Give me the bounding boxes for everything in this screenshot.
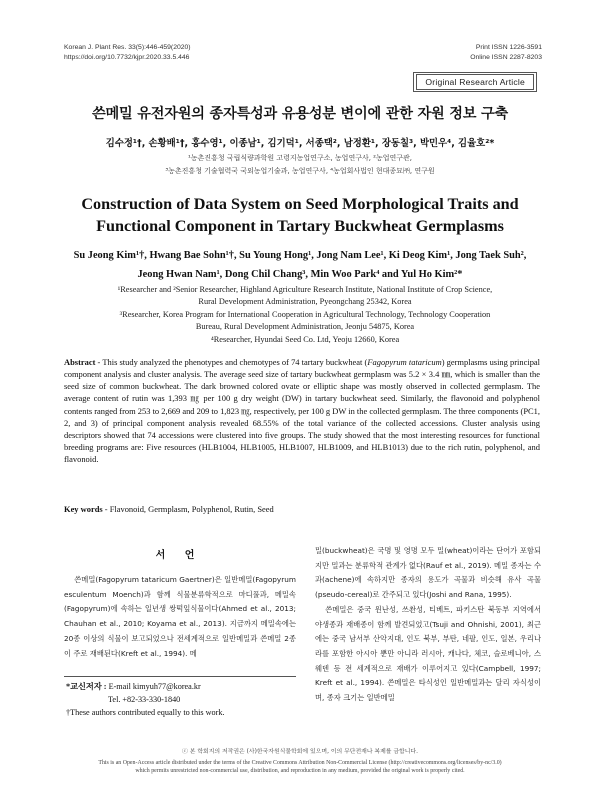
license-line-2: which permits unrestricted non-commercial use, distribution, and reproduction in any medium, provided the original work is properly cited.	[135, 768, 465, 775]
authors-korean: 김수정¹†, 손황배¹†, 홍수영¹, 이종남¹, 김기덕¹, 서종택², 남정환¹, 장동칠³, 박민우⁴, 김율호²*	[105, 138, 495, 149]
doi-link[interactable]: https://doi.org/10.7732/kjpr.2020.33.5.446	[64, 54, 190, 61]
abstract-text-1: - This study analyzed the phenotypes and chemotypes of 74 tartary buckwheat (	[95, 357, 368, 367]
body-paragraph: 쓴메밀(Fagopyrum tataricum Gaertner)은 일반메밀(Fagopyrum esculentum Moench)과 함께 식물분류학적으로 마디풀과, 메밀속(Fagopyrum)에 속하는 일년생 쌍떡잎식물이다(Ahmed et al., 2013; Chauhan et al., 2010; Koyama et al., 2013). 지금까지 메밀속에는 20종 이상의 식물이 보고되었으나 전세계적으로 일반메밀과 쓴메밀 2종이 주로 재배된다(Kreft et al., 1994). 메	[64, 575, 296, 658]
body-paragraph: 밀(buckwheat)은 국명 및 영명 모두 밀(wheat)이라는 단어가 포함되지만 밀과는 분류학적 관계가 없다(Rauf et al., 2019). 메밀 종자는 수과(achene)에 속하지만 종자의 용도가 곡물과 비슷해 유사 곡물(pseudo-cereal)로 간주되고 있다(Joshi and Rana, 1995).	[315, 546, 541, 600]
abstract	[64, 356, 540, 465]
section-title-introduction: 서 언	[155, 550, 203, 561]
copyright-notice: ⓒ 본 학회지의 저작권은 (사)한국자원식물학회에 있으며, 이의 무단전재나 복제를 금합니다.	[182, 749, 418, 755]
print-issn: Print ISSN 1226-3591	[475, 44, 542, 51]
title-english-line-2: Functional Component in Tartary Buckwheat Germplasms	[96, 217, 504, 235]
affiliation-korean-2: ³농촌진흥청 기술협력국 국외농업기술과, 농업연구사, ⁴농업회사법인 현대종묘㈜, 연구원	[165, 167, 435, 175]
abstract-species: Fagopyrum tataricum	[367, 357, 442, 367]
footnote-divider	[64, 676, 296, 677]
journal-citation: Korean J. Plant Res. 33(5):446-459(2020)	[64, 44, 191, 51]
article-type-label: Original Research Article	[416, 74, 534, 90]
title-english-line-1: Construction of Data System on Seed Morphological Traits and	[81, 195, 519, 213]
body-column-left	[64, 573, 296, 661]
abstract-label: Abstract	[64, 357, 96, 367]
title-korean: 쓴메밀 유전자원의 종자특성과 유용성분 변이에 관한 자원 정보 구축	[91, 106, 509, 122]
body-column-right	[315, 544, 541, 706]
corresponding-email[interactable]: E-mail kimyuh77@korea.kr	[108, 682, 201, 691]
abstract-text-2: ) germplasms using principal component analysis and cluster analysis. The average seed size of tartary buckwheat germplasm was 5.2 × 3.4 ㎜, which is smaller than the seed size of common buckwheat. The dark browned colored ovate or elliptic shape was mostly observed in collected germplasm. The average content of rutin was 1,393 ㎎ per 100 g dry weight (DW) in tartary buckwheat seed. Similarly, the flavonoid and polyphenol contents ranged from 253 to 2,669 and 209 to 1,823 ㎎, respectively, per 100 g DW in the collected germplasm. The three components (PC1, 2, and 3) of principal component analysis revealed 68.55% of the total variance of the collected accessions. Cluster analysis using descriptors showed that 74 accessions were clustered into five groups. The study showed that the most interesting resources for functional breeding programs are: Five resources (HLB1004, HLB1005, HLB1007, HLB1009, and HLB1013) due to the rich rutin, polyphenol, and flavonoid.	[64, 357, 541, 465]
corresponding-author-footnote	[66, 680, 225, 719]
affiliation-english-4: Bureau, Rural Development Administration, Jeonju 54875, Korea	[195, 322, 415, 332]
authors-english-line-1: Su Jeong Kim¹†, Hwang Bae Sohn¹†, Su Young Hong¹, Jong Nam Lee¹, Ki Deog Kim¹, Jong Taek Suh²,	[73, 250, 527, 261]
body-paragraph: 쓴메밀은 중국 윈난성, 쓰촨성, 티베트, 파키스탄 북동부 지역에서 야생종과 재배종이 함께 발견되었고(Tsuji and Ohnishi, 2001), 최근에는 중국 남서부 산악지대, 인도 북부, 부탄, 네팔, 인도, 일본, 우리나라를 포함한 아시아 뿐만 아니라 러시아, 캐나다, 체코, 슬로베니아, 스웨덴 등 전 세계적으로 재배가 이루어지고 있다(Campbell, 1997; Kreft et al., 1994). 쓴메밀은 타식성인 일반메밀과는 달리 자식성이며, 종자 크기는 일반메밀	[315, 604, 541, 703]
license-notice	[50, 759, 550, 776]
issn-header	[470, 43, 542, 63]
article-type-badge	[413, 72, 537, 92]
affiliation-english-3: ³Researcher, Korea Program for International Cooperation in Agricultural Technology, Technology Cooperation	[119, 309, 491, 319]
title-english	[0, 193, 600, 237]
affiliation-english-5: ⁴Researcher, Hyundai Seed Co. Ltd, Yeoju 12660, Korea	[210, 334, 400, 344]
keywords-label: Key words	[64, 504, 103, 514]
online-issn: Online ISSN 2287-8203	[470, 54, 542, 61]
affiliation-english-2: Rural Development Administration, Pyeongchang 25342, Korea	[198, 297, 412, 307]
authors-english	[40, 246, 560, 284]
affiliations-english	[60, 284, 550, 346]
keywords-text: - Flavonoid, Germplasm, Polyphenol, Rutin, Seed	[102, 504, 274, 514]
authors-english-line-2: Jeong Hwan Nam¹, Dong Chil Chang³, Min Woo Park⁴ and Yul Ho Kim²*	[137, 269, 463, 280]
license-line-1: This is an Open-Access article distributed under the terms of the Creative Commons Attribution Non-Commercial License (http://creativecommons.org/licenses/by-nc/3.0)	[98, 760, 502, 766]
corresponding-tel: Tel. +82-33-330-1840	[108, 695, 181, 704]
affiliation-english-1: ¹Researcher and ²Senior Researcher, Highland Agriculture Research Institute, National Institute of Crop Science,	[117, 285, 493, 294]
affiliation-korean-1: ¹농촌진흥청 국립식량과학원 고령지농업연구소, 농업연구사, ²농업연구관,	[187, 154, 413, 162]
corresponding-label: *교신저자 :	[66, 682, 109, 691]
journal-header	[64, 43, 191, 63]
keywords	[64, 504, 540, 514]
equal-contribution-note: †These authors contributed equally to this work.	[66, 708, 225, 717]
